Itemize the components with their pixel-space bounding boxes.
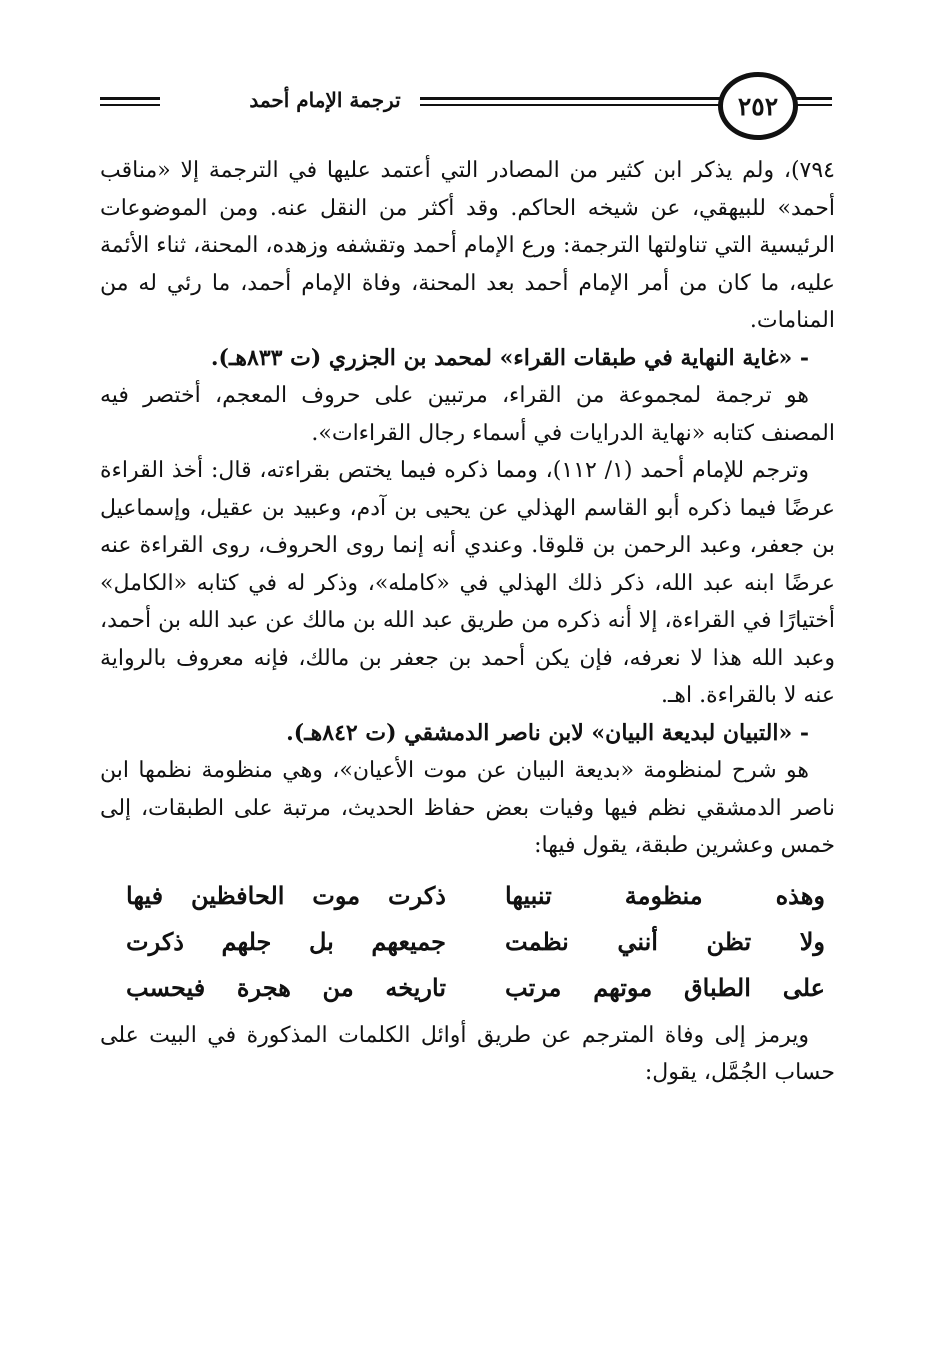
- paragraph: ٧٩٤)، ولم يذكر ابن كثير من المصادر التي أعتمد عليها في الترجمة إلا «مناقب أحمد» للبيهقي، عن شيخه الحاكم. وقد أكثر من النقل عنه. ومن الموضوعات الرئيسية التي تناولتها الترجمة: ورع الإمام أحمد وتقشفه وزهده، المحنة، ثناء الأئمة عليه، ما كان من أمر الإمام أحمد بعد المحنة، وفاة الإمام أحمد، ما رئي له من المنامات.: [100, 158, 835, 333]
- poem-verse: [100, 873, 835, 919]
- header-rule-middle-bottom: [420, 104, 720, 106]
- verse-first-hemistich: على الطباق موتهم مرتب: [505, 972, 825, 1002]
- page-number: ٢٥٢: [737, 91, 779, 121]
- verse-second-hemistich: جميعهم بل جلهم ذكرت: [126, 926, 446, 956]
- page-number-badge: [718, 72, 798, 140]
- paragraph: هو ترجمة لمجموعة من القراء، مرتبين على حروف المعجم، أختصر فيه المصنف كتابه «نهاية الدرايات في أسماء رجال القراءات».: [100, 383, 835, 446]
- source-entry-title: - «غاية النهاية في طبقات القراء» لمحمد بن الجزري (ت ٨٣٣هـ).: [210, 344, 809, 371]
- verse-second-hemistich: ذكرت موت الحافظين فيها: [126, 880, 446, 910]
- header-rule-left-top: [100, 97, 160, 100]
- header-rule-middle-top: [420, 97, 720, 100]
- paragraph: ويرمز إلى وفاة المترجم عن طريق أوائل الكلمات المذكورة في البيت على حساب الجُمَّل، يقول:: [100, 1022, 835, 1085]
- header-rule-right-bottom: [796, 104, 832, 106]
- page-body: [100, 152, 835, 1092]
- verse-second-hemistich: تاريخه من هجرة فيحسب: [126, 972, 446, 1002]
- page-header: [90, 68, 835, 138]
- poem-verse: [100, 919, 835, 965]
- header-rule-right-top: [796, 97, 832, 100]
- paragraph: وترجم للإمام أحمد (١/ ١١٢)، ومما ذكره فيما يختص بقراءته، قال: أخذ القراءة عرضًا فيما ذكره أبو القاسم الهذلي عن يحيى بن آدم، وعبيد بن عقيل، وإسماعيل بن جعفر، وعبد الرحمن بن قلوقا. وعندي أنه إنما روى الحروف، روى القراءة عنه عرضًا ابنه عبد الله، ذكر ذلك الهذلي في «كامله»، وذكر له في كتابه «الكامل» أختيارًا في القراءة، إلا أنه ذكره من طريق عبد الله بن مالك عن عبد الله بن أحمد، وعبد الله هذا لا نعرفه، فإن يكن أحمد بن جعفر بن مالك، فإنه معروف بالرواية عنه لا بالقراءة. اهـ.: [100, 458, 835, 708]
- source-entry-title: - «التبيان لبديعة البيان» لابن ناصر الدمشقي (ت ٨٤٢هـ).: [286, 719, 809, 746]
- poem-verse: [100, 965, 835, 1011]
- poem: [100, 873, 835, 1011]
- verse-first-hemistich: ولا تظن أنني نظمت: [505, 926, 825, 956]
- running-title: ترجمة الإمام أحمد: [240, 88, 410, 112]
- verse-first-hemistich: وهذه منظومة تنبيها: [505, 880, 825, 910]
- paragraph: هو شرح لمنظومة «بديعة البيان عن موت الأعيان»، وهي منظومة نظمها ابن ناصر الدمشقي نظم فيها وفيات بعض حفاظ الحديث، مرتبة على الطبقات، إلى خمس وعشرين طبقة، يقول فيها:: [100, 758, 835, 858]
- header-rule-left-bottom: [100, 104, 160, 106]
